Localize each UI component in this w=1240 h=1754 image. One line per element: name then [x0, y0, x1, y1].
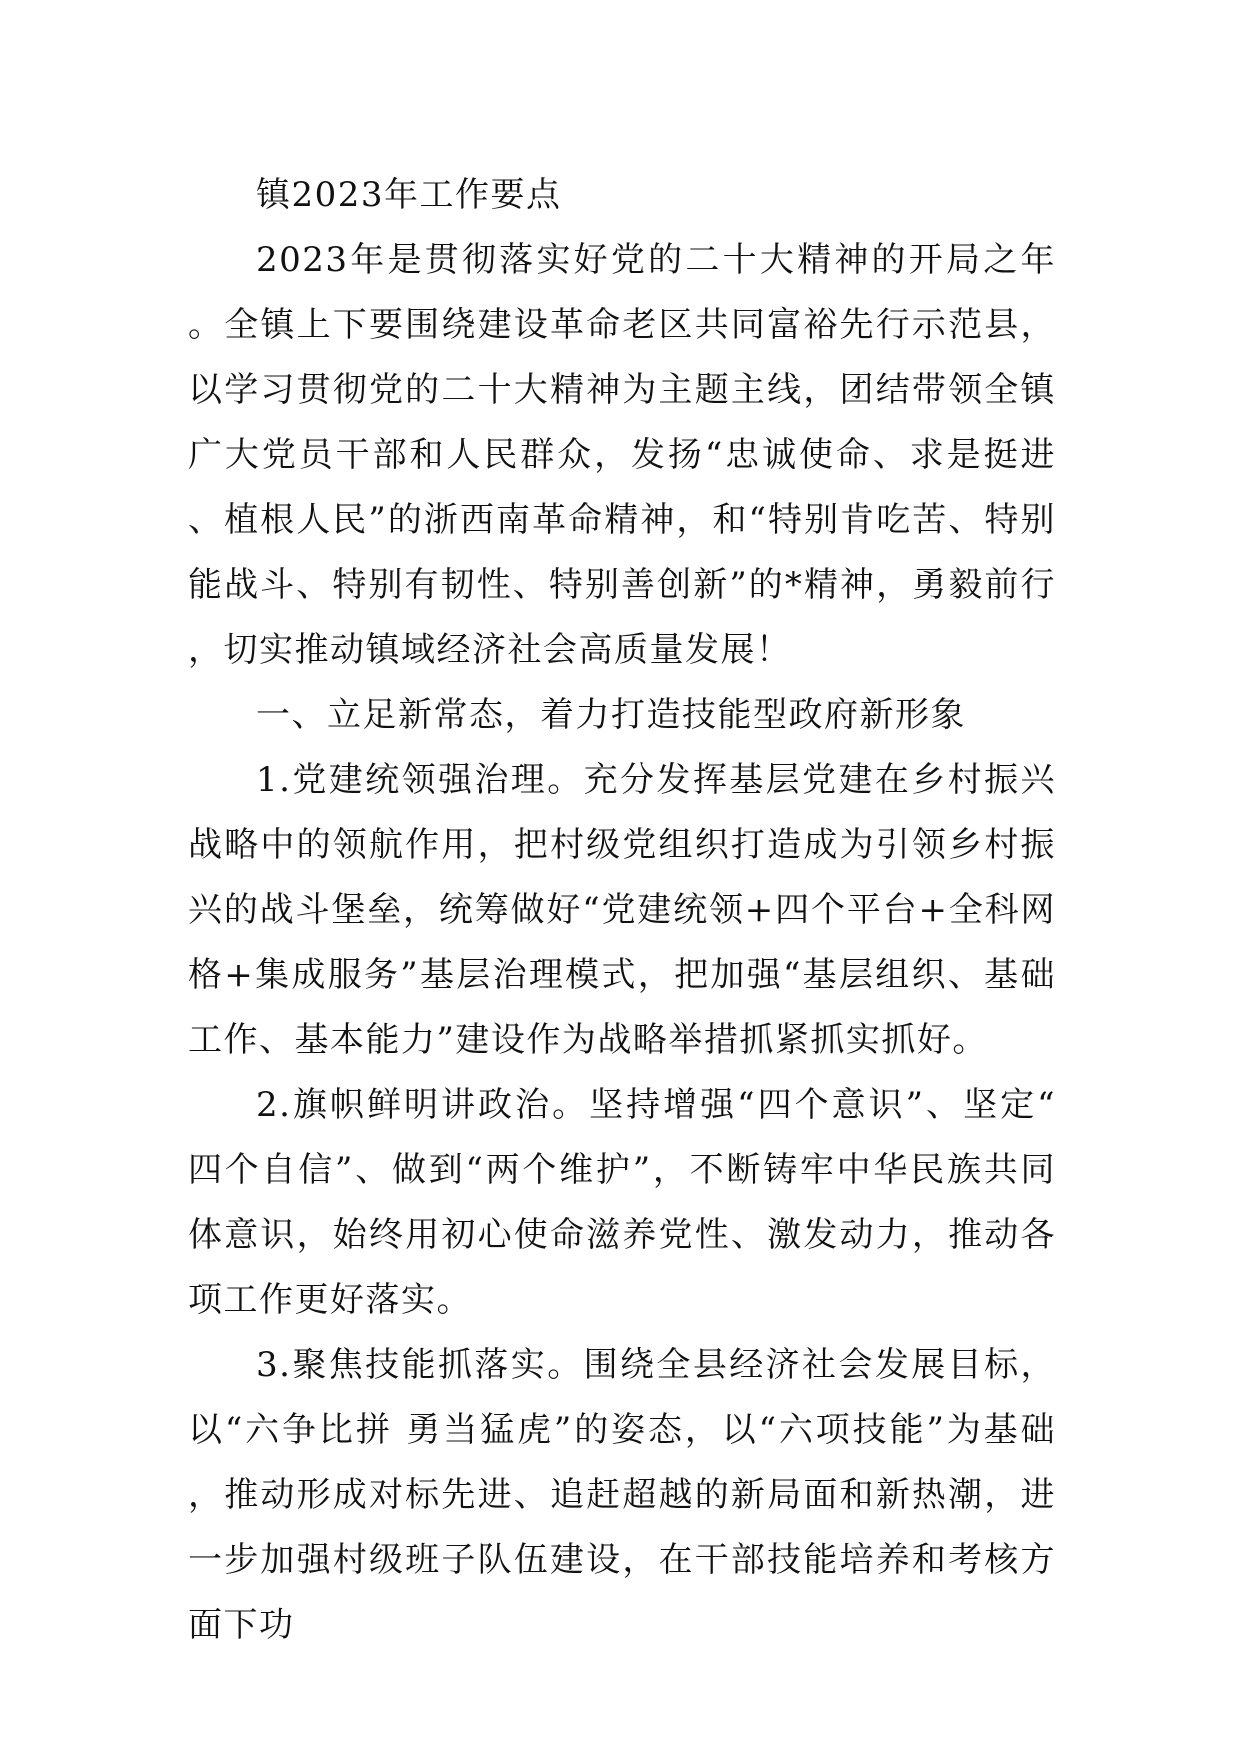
intro-paragraph: 2023年是贯彻落实好党的二十大精神的开局之年。全镇上下要围绕建设革命老区共同富裕先行示范县，以学习贯彻党的二十大精神为主题主线，团结带领全镇广大党员干部和人民群众，发扬“忠诚使命、求是挺进、植根人民”的浙西南革命精神，和“特别肯吃苦、特别能战斗、特别有韧性、特别善创新”的*精神，勇毅前行，切实推动镇域经济社会高质量发展！ [188, 240, 1056, 670]
section-heading: 一、立足新常态，着力打造技能型政府新形象 [256, 695, 966, 735]
item-paragraph-3: 3.聚焦技能抓落实。围绕全县经济社会发展目标，以“六争比拼 勇当猛虎”的姿态，以“六项技能”为基础，推动形成对标先进、追赶超越的新局面和新热潮，进一步加强村级班子队伍建设，在干部技能培养和考核方面下功 [188, 1345, 1056, 1645]
document-title: 镇2023年工作要点 [256, 175, 562, 215]
item-paragraph-2: 2.旗帜鲜明讲政治。坚持增强“四个意识”、坚定“四个自信”、做到“两个维护”，不断铸牢中华民族共同体意识，始终用初心使命滋养党性、激发动力，推动各项工作更好落实。 [188, 1085, 1056, 1320]
document-body [188, 163, 1056, 1658]
item-paragraph-1: 1.党建统领强治理。充分发挥基层党建在乡村振兴战略中的领航作用，把村级党组织打造成为引领乡村振兴的战斗堡垒，统筹做好“党建统领+四个平台+全科网格+集成服务”基层治理模式，把加强“基层组织、基础工作、基本能力”建设作为战略举措抓紧抓实抓好。 [188, 760, 1056, 1060]
